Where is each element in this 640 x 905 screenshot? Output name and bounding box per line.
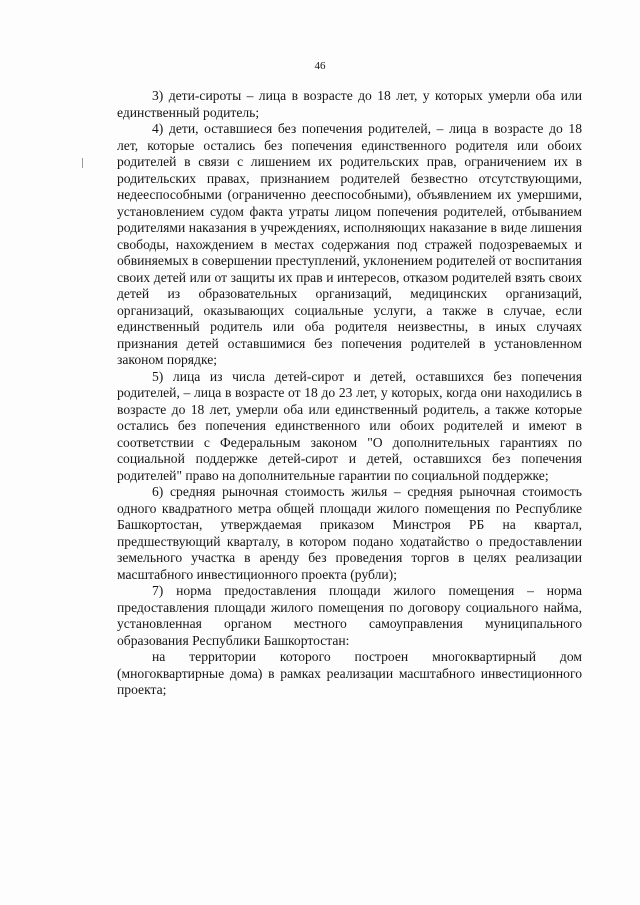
page-number: 46 [314,60,326,72]
paragraph-4-children-without-care: 4) дети, оставшиеся без попечения родителей, – лица в возрасте до 18 лет, которые остались без попечения единственного родителя или обоих родителей в связи с лишением их родительских прав, ограничением их в родительских правах, признанием родителей безвестно отсутствующими, недееспособными (ограниченно дееспособными), объявлением их умершими, установлением судом факта утраты лицом попечения родителей, отбыванием родителями наказания в учреждениях, исполняющих наказание в виде лишения свободы, нахождением в местах содержания под стражей подозреваемых и обвиняемых в совершении преступлений, уклонением родителей от воспитания своих детей или от защиты их прав и интересов, отказом родителей взять своих детей из образовательных организаций, медицинских организаций, организаций, оказывающих социальные услуги, а также в случае, если единственный родитель или оба родителя неизвестны, в иных случаях признания детей оставшимися без попечения родителей в установленном законом порядке; [117,121,582,367]
document-body [117,88,582,699]
margin-mark [82,158,83,168]
paragraph-7-territory-clause: на территории которого построен многоквартирный дом (многоквартирные дома) в рамках реализации масштабного инвестиционного проекта; [117,649,582,697]
paragraph-5-persons-from-orphans: 5) лица из числа детей-сирот и детей, оставшихся без попечения родителей, – лица в возрасте от 18 до 23 лет, у которых, когда они находились в возрасте до 18 лет, умерли оба или единственный родитель, а также которые остались без попечения единственного или обоих родителей и имеют в соответствии с Федеральным законом "О дополнительных гарантиях по социальной поддержке детей-сирот и детей, оставшихся без попечения родителей" право на дополнительные гарантии по социальной поддержке; [117,368,582,483]
paragraph-6-average-market-cost: 6) средняя рыночная стоимость жилья – средняя рыночная стоимость одного квадратного метра общей площади жилого помещения по Республике Башкортостан, утверждаемая приказом Минстроя РБ на квартал, предшествующий кварталу, в котором подано ходатайство о предоставлении земельного участка в аренду без проведения торгов в целях реализации масштабного инвестиционного проекта (рубли); [117,484,582,582]
paragraph-7-housing-norm: 7) норма предоставления площади жилого помещения – норма предоставления площади жилого помещения по договору социального найма, установленная органом местного самоуправления муниципального образования Республики Башкортостан: [117,583,582,648]
paragraph-3-orphans: 3) дети-сироты – лица в возрасте до 18 лет, у которых умерли оба или единственный родитель; [117,88,582,120]
